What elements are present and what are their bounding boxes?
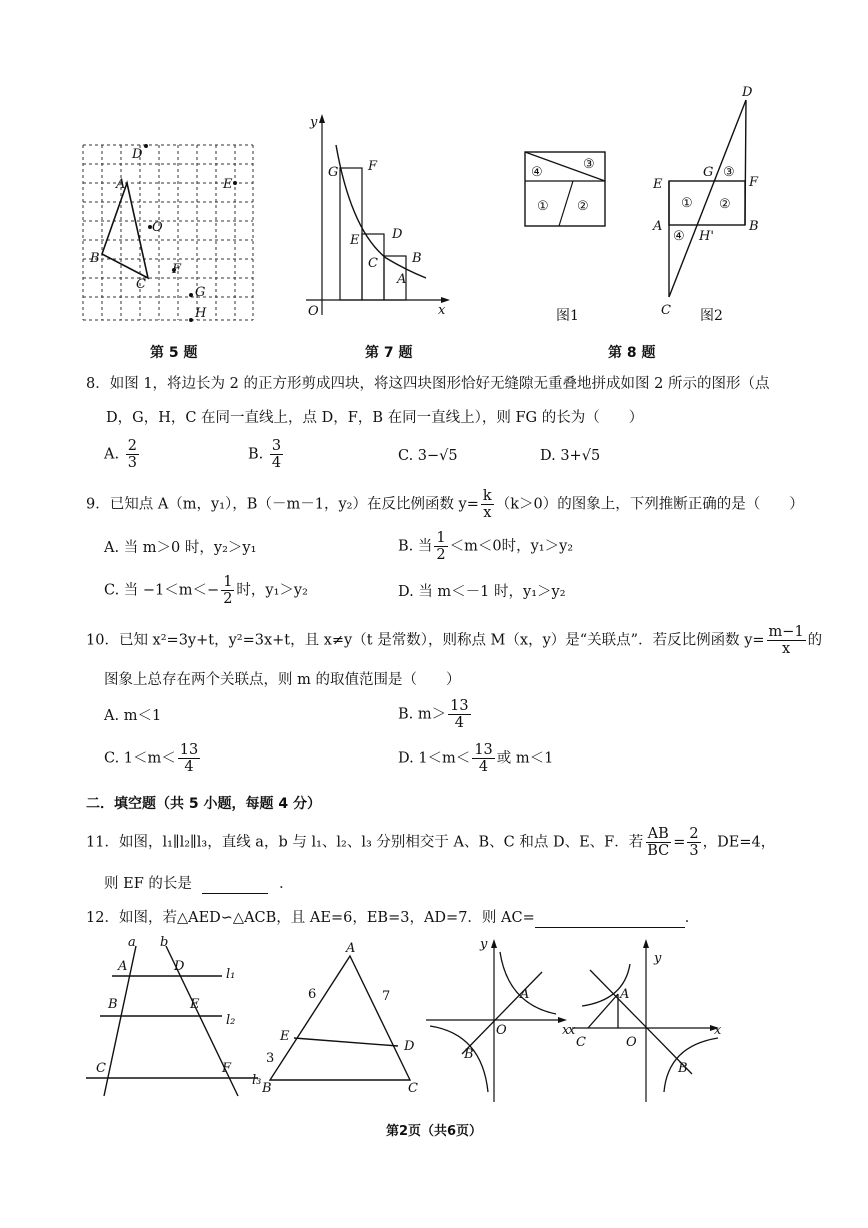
fig8-piece-1: ① (537, 199, 549, 214)
fig8-label-g: G (703, 165, 714, 180)
figC-label-y: y (480, 937, 488, 952)
fig8-piece-1b: ① (681, 196, 693, 211)
figure-q5 (80, 140, 260, 330)
q10-option-b[interactable]: B. m＞ $\frac{13}{4}$ (398, 698, 469, 731)
fig5-label-e: E (223, 177, 233, 192)
fig7-label-b: B (412, 251, 422, 266)
figA-label-D: D (174, 959, 185, 974)
figure-hyperbola-2 (568, 934, 728, 1104)
figB-label-A: A (346, 941, 356, 956)
figB-label-6: 6 (308, 987, 317, 1002)
q8-option-a[interactable]: A. $\frac{2}{3}$ (104, 438, 137, 471)
figB-label-E: E (280, 1029, 290, 1044)
q8-option-d[interactable]: D. 3+√5 (540, 448, 601, 464)
q12-stem: 12．如图，若△AED∽△ACB，且 AE=6，EB=3，AD=7．则 AC= ． (86, 910, 700, 926)
q10-option-d[interactable]: D. 1＜m＜ $\frac{13}{4}$ 或 m＜1 (398, 742, 554, 775)
fig5-label-h: H (195, 306, 207, 321)
caption-fig5: 第 5 题 (150, 345, 198, 361)
fig7-label-y: y (310, 115, 318, 130)
fig8-label-a: A (653, 219, 663, 234)
q11-stem-line2: 则 EF 的长是 ． (104, 876, 294, 892)
q10-stem-line2: 图象上总存在两个关联点，则 m 的取值范围是（ ） (104, 672, 461, 688)
q8-option-b[interactable]: B. $\frac{3}{4}$ (248, 438, 282, 471)
fig8-label-b: B (749, 219, 759, 234)
fig8-piece-4b: ④ (673, 229, 685, 244)
fig8-label-c: C (661, 303, 671, 318)
figD-label-x: x (714, 1023, 722, 1038)
q9-option-a[interactable]: A. 当 m＞0 时，y₂＞y₁ (104, 540, 257, 556)
figA-label-a: a (128, 935, 136, 950)
q9-option-b[interactable]: B. 当 $\frac{1}{2}$ ＜m＜0时，y₁＞y₂ (398, 530, 574, 563)
fig7-label-a: A (397, 272, 407, 287)
fig5-label-b: B (90, 251, 100, 266)
fig5-label-o: O (152, 220, 163, 235)
fig8-caption-2: 图2 (700, 308, 723, 324)
figA-label-F: F (222, 1061, 232, 1076)
fig5-label-d: D (132, 147, 143, 162)
figure-hyperbola-1 (424, 934, 570, 1104)
fig5-label-f: F (172, 262, 182, 277)
fig8-label-d: D (742, 85, 753, 100)
figA-label-E: E (190, 997, 200, 1012)
q11-stem-line1: 11．如图，l₁∥l₂∥l₃，直线 a，b 与 l₁、l₂、l₃ 分别相交于 A、B、C 和点 D、E、F．若 $\frac{AB}{BC}$ = $\frac{2}{3}$ ，DE=4， (86, 826, 776, 859)
figC-label-A: A (520, 987, 530, 1002)
fig8-piece-3b: ③ (723, 165, 735, 180)
fig7-label-e: E (350, 233, 360, 248)
figA-label-b: b (160, 935, 169, 950)
q8-option-c[interactable]: C. 3−√5 (398, 448, 458, 464)
figA-label-C: C (96, 1061, 106, 1076)
figA-label-B: B (108, 997, 118, 1012)
fig8-piece-2: ② (577, 199, 589, 214)
fig8-label-h: H' (699, 229, 714, 244)
page-footer: 第2页（共6页） (385, 1124, 483, 1139)
fig8-label-e: E (653, 177, 663, 192)
q8-stem-line1: 8．如图 1，将边长为 2 的正方形剪成四块，将这四块图形恰好无缝隙无重叠地拼成如图 2 所示的图形（点 (86, 376, 770, 392)
q10-option-a[interactable]: A. m＜1 (104, 708, 162, 724)
fig7-label-d: D (392, 227, 403, 242)
q8-stem-line2: D，G，H，C 在同一直线上，点 D，F，B 在同一直线上），则 FG 的长为（ ） (106, 410, 644, 426)
q9-stem: 9．已知点 A（m，y₁），B（－m－1，y₂）在反比例函数 y= $\frac{k}{x}$ （k＞0）的图象上，下列推断正确的是（ ） (86, 488, 804, 521)
fig5-label-c: C (136, 277, 146, 292)
figC-label-O: O (496, 1023, 507, 1038)
figB-label-D: D (404, 1039, 415, 1054)
figure-q8 (505, 82, 775, 327)
figure-q7 (296, 110, 456, 325)
figD-label-y: y (654, 951, 662, 966)
fig8-piece-2b: ② (719, 197, 731, 212)
figC-label-B: B (464, 1047, 474, 1062)
figD-label-C: C (576, 1035, 586, 1050)
figD-label-B: B (678, 1061, 688, 1076)
figA-label-l2: l₂ (226, 1013, 236, 1028)
q11-answer-blank[interactable] (202, 877, 268, 894)
figC-label-x: x (562, 1023, 570, 1038)
fig7-label-c: C (368, 256, 378, 271)
fig8-piece-4: ④ (531, 165, 543, 180)
q9-option-d[interactable]: D. 当 m＜－1 时，y₁＞y₂ (398, 584, 566, 600)
figA-label-l1: l₁ (226, 967, 236, 982)
figD-label-O: O (626, 1035, 637, 1050)
figB-label-C: C (408, 1081, 418, 1096)
figA-label-l3: l₃ (252, 1073, 262, 1088)
figB-label-B: B (262, 1081, 272, 1096)
figA-label-A: A (118, 959, 128, 974)
figure-q12 (262, 934, 432, 1104)
caption-fig8: 第 8 题 (608, 345, 656, 361)
caption-fig7: 第 7 题 (365, 345, 413, 361)
fig7-label-x: x (438, 303, 446, 318)
fig7-label-o: O (308, 304, 319, 319)
figB-label-3: 3 (266, 1051, 275, 1066)
fig8-caption-1: 图1 (556, 308, 579, 324)
fig8-label-f: F (749, 175, 759, 190)
fig7-label-g: G (328, 165, 339, 180)
q12-answer-blank[interactable] (535, 911, 685, 928)
figD-label-x-left: x (568, 1023, 576, 1038)
section-2-heading: 二．填空题（共 5 小题，每题 4 分） (86, 796, 321, 812)
figD-label-A: A (620, 987, 630, 1002)
figure-q11 (82, 934, 262, 1104)
q10-stem-line1: 10．已知 x²=3y+t，y²=3x+t，且 x≠y（t 是常数），则称点 M（x，y）是“关联点”．若反比例函数 y= $\frac{m-1}{x}$ 的 (86, 624, 823, 657)
figB-label-7: 7 (382, 989, 391, 1004)
fig5-label-a: A (116, 177, 126, 192)
fig8-piece-3: ③ (583, 157, 595, 172)
q10-option-c[interactable]: C. 1＜m＜ $\frac{13}{4}$ (104, 742, 199, 775)
fig5-label-g: G (195, 285, 206, 300)
q9-option-c[interactable]: C. 当 −1＜m＜− $\frac{1}{2}$ 时，y₁＞y₂ (104, 574, 308, 607)
fig7-label-f: F (368, 159, 378, 174)
